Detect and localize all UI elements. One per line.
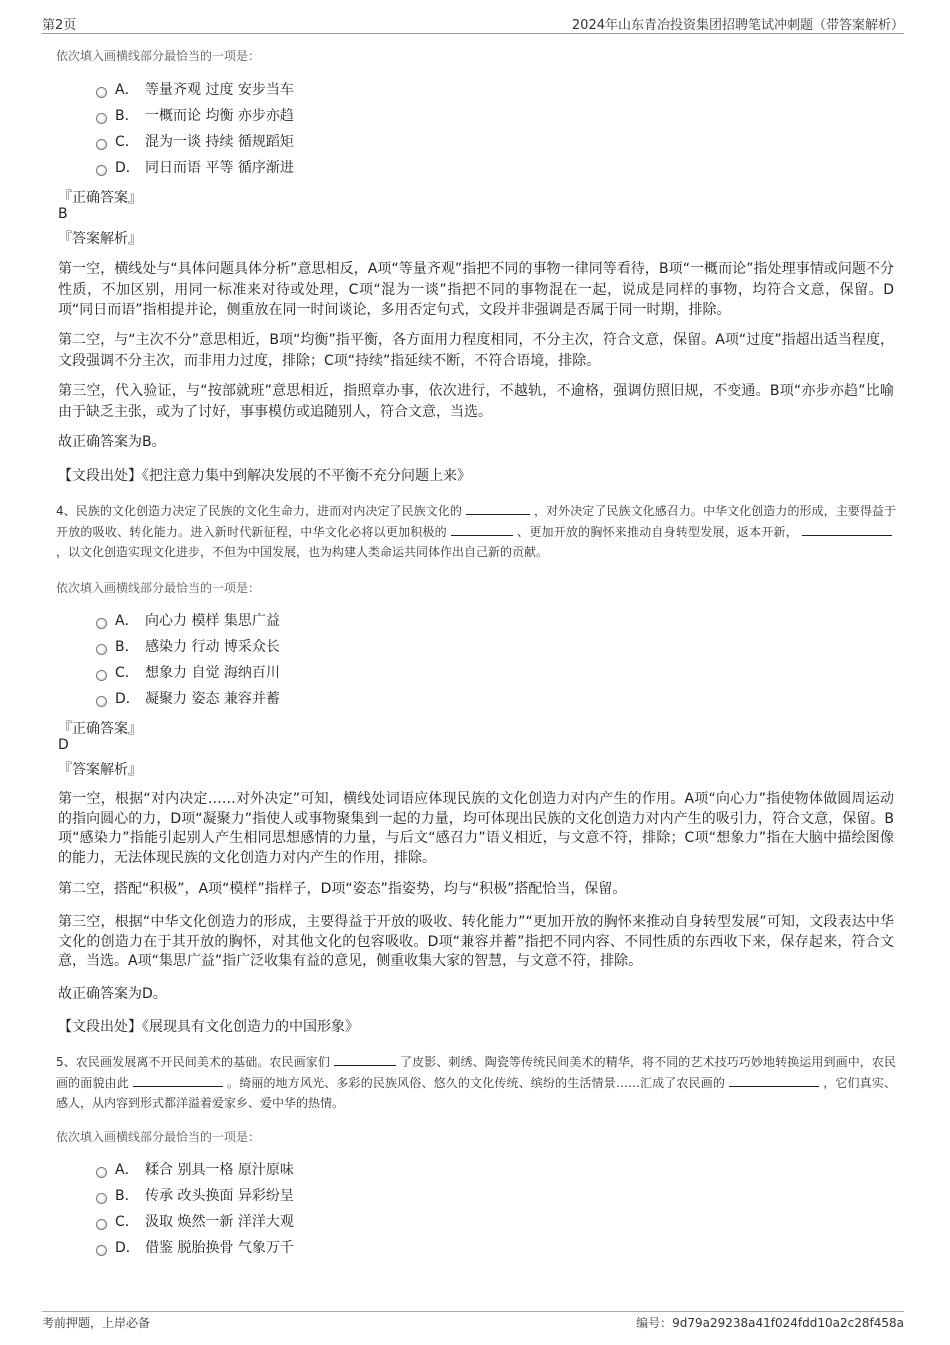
blank-line bbox=[451, 523, 513, 536]
option-d[interactable] bbox=[96, 157, 294, 179]
radio-icon[interactable] bbox=[96, 1193, 107, 1204]
blank-line bbox=[334, 1053, 396, 1066]
stem-text: ，对外决定了民族文化感召力。中华文化创造力的形成，主要得益于开放的吸收、转化能力。进入新时代新征程，中华文化必将以更加积极的 bbox=[56, 504, 896, 539]
answer-conclusion: 故正确答案为B。 bbox=[58, 434, 166, 450]
question-stem bbox=[56, 1052, 896, 1114]
option-d[interactable] bbox=[96, 1237, 294, 1259]
option-c[interactable] bbox=[96, 131, 294, 153]
analysis-paragraph: 第三空，根据“中华文化创造力的形成，主要得益于开放的吸收、转化能力”“更加开放的胸怀来推动自身转型发展”可知，文段表达中华文化的创造力在于其开放的胸怀，对其他文化的包容吸收。D项“兼容并蓄”指把不同内容、不同性质的东西收下来，保存起来，符合文意，当选。A项“集思广益”指广泛收集有益的意见，侧重收集大家的智慧，与文意不符，排除。 bbox=[58, 914, 894, 969]
option-letter: D． bbox=[115, 160, 140, 176]
stem-text: 了皮影、刺绣、陶瓷等传统民间美术的精华，将不同的艺术技巧巧妙地转换运用到画中，农民画的面貌由此 bbox=[56, 1055, 896, 1090]
footer-slogan: 考前押题，上岸必备 bbox=[42, 1316, 151, 1330]
blank-line bbox=[802, 523, 892, 536]
option-letter: B． bbox=[115, 108, 139, 124]
option-text: 凝聚力 姿态 兼容并蓄 bbox=[145, 691, 280, 707]
analysis-paragraph: 第三空，代入验证，与“按部就班”意思相近，指照章办事，依次进行，不越轨，不逾格，强调仿照旧规，不变通。B项“亦步亦趋”比喻由于缺乏主张，或为了讨好，事事模仿或追随别人，符合文意，当选。 bbox=[58, 383, 894, 420]
option-text: 同日而语 平等 循序渐进 bbox=[145, 160, 294, 176]
stem-text: 5、农民画发展离不开民间美术的基础。农民画家们 bbox=[56, 1055, 330, 1069]
option-letter: A． bbox=[115, 82, 139, 98]
header-divider bbox=[42, 33, 904, 34]
option-text: 等量齐观 过度 安步当车 bbox=[145, 82, 294, 98]
radio-icon[interactable] bbox=[96, 670, 107, 681]
option-text: 借鉴 脱胎换骨 气象万千 bbox=[145, 1240, 294, 1256]
option-text: 感染力 行动 博采众长 bbox=[145, 639, 280, 655]
stem-text: 、更加开放的胸怀来推动自身转型发展，返本开新， bbox=[516, 524, 798, 539]
stem-text: 4、民族的文化创造力决定了民族的文化生命力，进而对内决定了民族文化的 bbox=[56, 504, 462, 518]
radio-icon[interactable] bbox=[96, 165, 107, 176]
page-number: 第2页 bbox=[42, 18, 77, 33]
option-a[interactable] bbox=[96, 610, 280, 632]
option-text: 一概而论 均衡 亦步亦趋 bbox=[145, 108, 294, 124]
option-c[interactable] bbox=[96, 662, 280, 684]
option-letter: A． bbox=[115, 613, 139, 629]
question-prompt: 依次填入画横线部分最恰当的一项是： bbox=[56, 49, 261, 63]
answer-label: 『正确答案』 bbox=[58, 721, 142, 737]
radio-icon[interactable] bbox=[96, 87, 107, 98]
option-letter: D． bbox=[115, 1240, 140, 1256]
option-letter: C． bbox=[115, 665, 139, 681]
radio-icon[interactable] bbox=[96, 113, 107, 124]
analysis-label: 『答案解析』 bbox=[58, 231, 142, 247]
option-letter: D． bbox=[115, 691, 140, 707]
analysis-paragraph: 第二空，搭配“积极”，A项“模样”指样子，D项“姿态”指姿势，均与“积极”搭配恰当，保留。 bbox=[58, 881, 627, 897]
radio-icon[interactable] bbox=[96, 1167, 107, 1178]
question-stem bbox=[56, 501, 896, 563]
blank-line bbox=[133, 1074, 223, 1087]
radio-icon[interactable] bbox=[96, 696, 107, 707]
stem-text: ，它们真实、感人，从内容到形式都洋溢着爱家乡、爱中华的热情。 bbox=[56, 1075, 896, 1110]
radio-icon[interactable] bbox=[96, 1219, 107, 1230]
analysis-paragraph: 第一空，横线处与“具体问题具体分析”意思相反，A项“等量齐观”指把不同的事物一律同等看待，B项“一概而论”指处理事情或问题不分性质，不加区别，用同一标准来对待或处理，C项“混为一谈”指把不同的事物混在一起，说成是同样的事物，均符合文意，保留。D项“同日而语”指相提并论，侧重放在同一时间谈论，多用否定句式，文段并非强调是否属于同一时期，排除。 bbox=[58, 261, 894, 318]
option-letter: B． bbox=[115, 1188, 139, 1204]
question-prompt: 依次填入画横线部分最恰当的一项是： bbox=[56, 1130, 261, 1144]
option-d[interactable] bbox=[96, 688, 280, 710]
option-text: 向心力 模样 集思广益 bbox=[145, 613, 280, 629]
option-text: 糅合 别具一格 原汁原味 bbox=[145, 1162, 294, 1178]
stem-text: ，以文化创造实现文化进步，不但为中国发展，也为构建人类命运共同体作出自己新的贡献。 bbox=[56, 545, 549, 559]
answer-value: D bbox=[58, 737, 69, 753]
footer-divider bbox=[42, 1311, 904, 1312]
option-text: 汲取 焕然一新 洋洋大观 bbox=[145, 1214, 294, 1230]
analysis-label: 『答案解析』 bbox=[58, 762, 142, 778]
answer-conclusion: 故正确答案为D。 bbox=[58, 986, 167, 1002]
document-id: 编号：9d79a29238a41f024fdd10a2c28f458a bbox=[636, 1316, 904, 1330]
option-letter: C． bbox=[115, 1214, 139, 1230]
option-text: 混为一谈 持续 循规蹈矩 bbox=[145, 134, 294, 150]
radio-icon[interactable] bbox=[96, 1245, 107, 1256]
answer-value: B bbox=[58, 206, 68, 222]
option-a[interactable] bbox=[96, 1159, 294, 1181]
blank-line bbox=[729, 1074, 819, 1087]
stem-text: 。绮丽的地方风光、多彩的民族风俗、悠久的文化传统、缤纷的生活情景……汇成了农民画的 bbox=[226, 1075, 726, 1090]
radio-icon[interactable] bbox=[96, 618, 107, 629]
radio-icon[interactable] bbox=[96, 644, 107, 655]
option-letter: A． bbox=[115, 1162, 139, 1178]
source-citation: 【文段出处】《展现具有文化创造力的中国形象》 bbox=[58, 1019, 359, 1035]
option-a[interactable] bbox=[96, 79, 294, 101]
option-text: 传承 改头换面 异彩纷呈 bbox=[145, 1188, 294, 1204]
option-b[interactable] bbox=[96, 636, 280, 658]
option-text: 想象力 自觉 海纳百川 bbox=[145, 665, 280, 681]
option-letter: B． bbox=[115, 639, 139, 655]
analysis-paragraph: 第二空，与“主次不分”意思相近，B项“均衡”指平衡，各方面用力程度相同，不分主次，符合文意，保留。A项“过度”指超出适当程度，文段强调不分主次，而非用力过度，排除；C项“持续”指延续不断，不符合语境，排除。 bbox=[58, 332, 894, 369]
source-citation: 【文段出处】《把注意力集中到解决发展的不平衡不充分问题上来》 bbox=[58, 468, 471, 484]
analysis-paragraph: 第一空，根据“对内决定……对外决定”可知，横线处词语应体现民族的文化创造力对内产生的作用。A项“向心力”指使物体做圆周运动的指向圆心的力，D项“凝聚力”指使人或事物聚集到一起的力量，均可体现出民族的文化创造力对内产生的吸引力，符合文意，保留。B项“感染力”指能引起别人产生相同思想感情的力量，与后文“感召力”语义相近，与文意不符，排除；C项“想象力”指在大脑中描绘图像的能力，无法体现民族的文化创造力对内产生的作用，排除。 bbox=[58, 791, 894, 866]
answer-label: 『正确答案』 bbox=[58, 190, 142, 206]
option-c[interactable] bbox=[96, 1211, 294, 1233]
option-letter: C． bbox=[115, 134, 139, 150]
document-title: 2024年山东青冶投资集团招聘笔试冲刺题（带答案解析） bbox=[571, 18, 904, 33]
option-b[interactable] bbox=[96, 105, 294, 127]
radio-icon[interactable] bbox=[96, 139, 107, 150]
blank-line bbox=[466, 502, 530, 515]
question-prompt: 依次填入画横线部分最恰当的一项是： bbox=[56, 581, 261, 595]
option-b[interactable] bbox=[96, 1185, 294, 1207]
